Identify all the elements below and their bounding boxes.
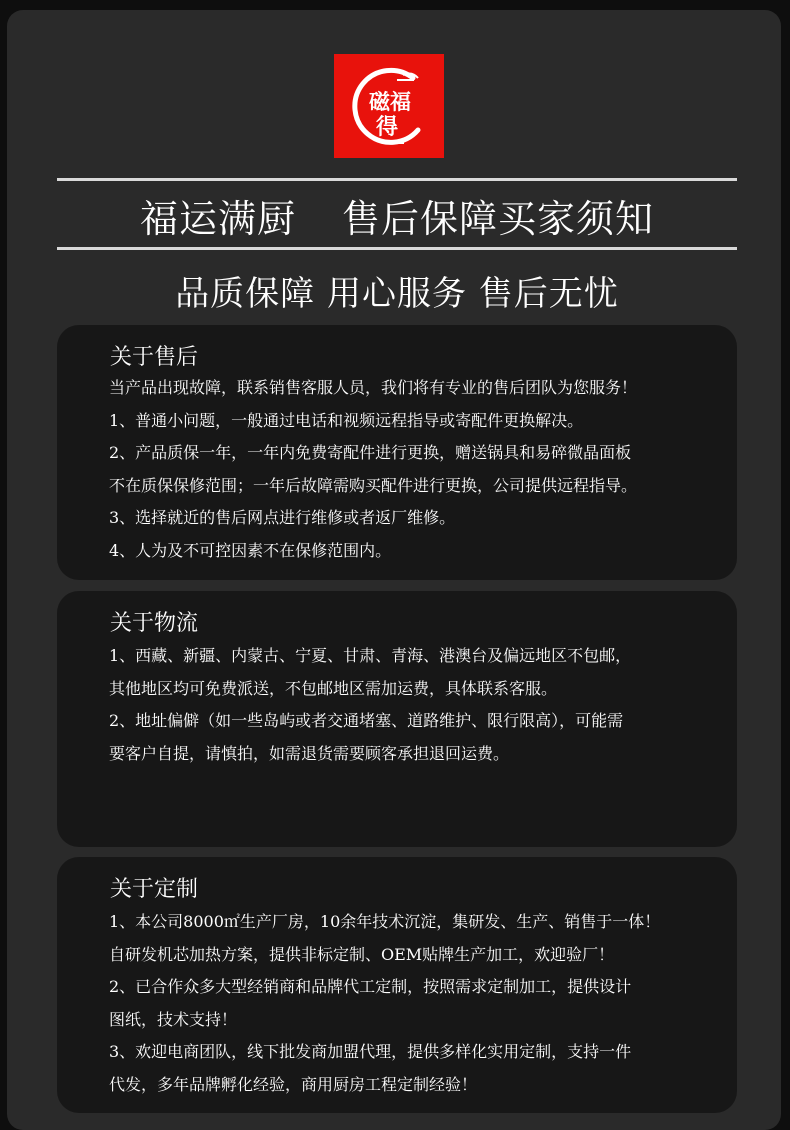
section-line: 代发，多年品牌孵化经验，商用厨房工程定制经验！ (109, 1074, 478, 1094)
section-heading: 关于定制 (110, 877, 199, 902)
title-brand: 福运满厨 (139, 197, 296, 241)
svg-text:磁福: 磁福 (369, 90, 411, 114)
section-line: 自研发机芯加热方案，提供非标定制、OEM贴牌生产加工，欢迎验厂！ (109, 944, 615, 964)
title-bottom-rule (57, 247, 737, 250)
section-line: 2、地址偏僻（如一些岛屿或者交通堵塞、道路维护、限行限高），可能需 (109, 711, 624, 730)
section-heading: 关于售后 (110, 345, 199, 370)
section-line: 4、人为及不可控因素不在保修范围内。 (109, 540, 392, 560)
section-body (109, 640, 727, 770)
section-line: 图纸，技术支持！ (109, 1009, 238, 1029)
section-line: 2、已合作众多大型经销商和品牌代工定制，按照需求定制加工，提供设计 (109, 977, 632, 996)
section-body (109, 372, 727, 567)
section-logistics (57, 591, 737, 847)
section-customization (57, 857, 737, 1113)
section-line: 3、欢迎电商团队，线下批发商加盟代理，提供多样化实用定制，支持一件 (109, 1042, 632, 1061)
section-after-sales (57, 325, 737, 580)
page-subtitle: 品质保障 用心服务 售后无忧 (175, 274, 619, 314)
section-line: 3、选择就近的售后网点进行维修或者返厂维修。 (109, 508, 456, 527)
brand-logo (334, 54, 444, 158)
title-top-rule (57, 178, 737, 181)
section-line: 1、普通小问题，一般通过电话和视频远程指导或寄配件更换解决。 (109, 410, 584, 430)
title-main: 售后保障买家须知 (342, 197, 655, 241)
section-heading: 关于物流 (110, 611, 199, 636)
brand-logo-mark (334, 54, 444, 158)
section-line: 不在质保保修范围；一年后故障需购买配件进行更换，公司提供远程指导。 (109, 475, 638, 495)
section-line: 要客户自提，请慎拍，如需退货需要顾客承担退回运费。 (109, 743, 510, 763)
section-line: 1、西藏、新疆、内蒙古、宁夏、甘肃、青海、港澳台及偏远地区不包邮， (109, 646, 632, 665)
section-line: 其他地区均可免费派送，不包邮地区需加运费，具体联系客服。 (109, 678, 558, 698)
svg-text:得: 得 (376, 115, 399, 140)
section-body (109, 906, 727, 1101)
section-line: 2、产品质保一年，一年内免费寄配件进行更换，赠送锅具和易碎微晶面板 (109, 443, 632, 462)
section-line: 当产品出现故障，联系销售客服人员，我们将有专业的售后团队为您服务！ (109, 378, 638, 397)
page-title (57, 188, 737, 243)
section-line: 1、本公司8000㎡生产厂房，10余年技术沉淀，集研发、生产、销售于一体！ (109, 912, 661, 931)
